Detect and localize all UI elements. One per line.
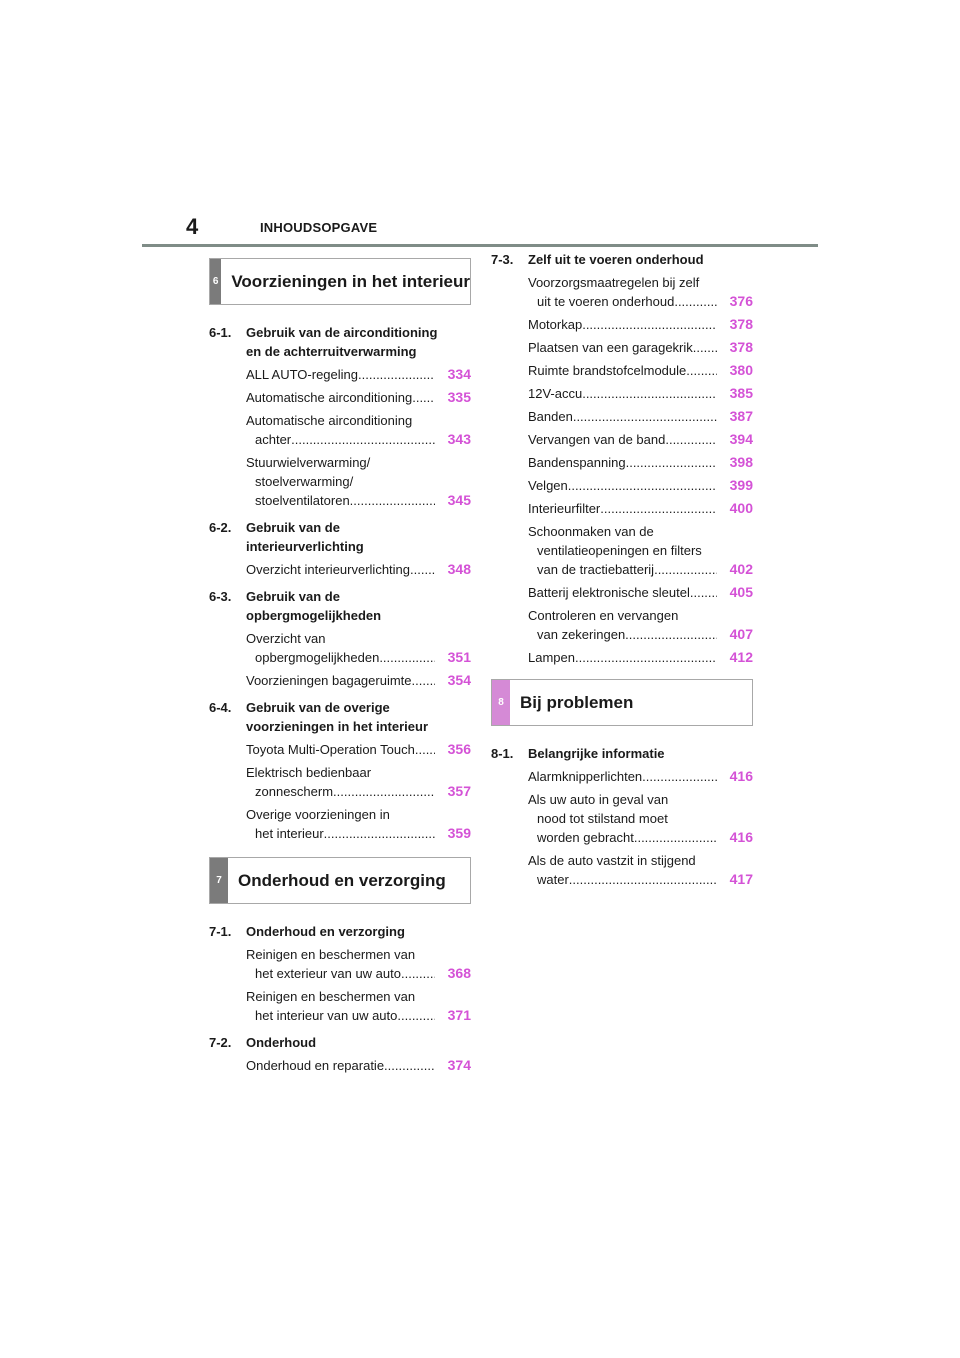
subsection-heading [209,518,471,556]
page-number-link[interactable]: 368 [447,965,471,981]
dot-leader [568,476,717,495]
dot-leader [686,361,717,380]
subsection-heading [209,698,471,736]
page-number-link[interactable]: 416 [729,768,753,784]
dot-leader [674,292,717,311]
entry-text-line: Automatische airconditioning [246,390,413,405]
subsection-number: 6-4. [209,700,232,715]
toc-entry[interactable] [246,671,471,690]
page-number-link[interactable]: 399 [729,477,753,493]
dot-leader [625,625,717,644]
entry-last-line [246,388,435,407]
subsection-title-line: Gebruik van de airconditioning [246,325,438,340]
entry-text-line: Reinigen en beschermen van [246,989,416,1004]
toc-entry[interactable] [528,407,753,426]
entry-text-line: ALL AUTO-regeling [246,367,359,382]
dot-leader [582,384,717,403]
toc-entry[interactable] [246,945,471,983]
page-header-title: INHOUDSOPGAVE [260,220,378,235]
entry-last-line [528,430,717,449]
entry-text-line: Motorkap [528,317,583,332]
section-header-s6 [209,258,471,305]
toc-column-left [209,258,471,1075]
dot-leader [573,407,717,426]
entry-text-line: uit te voeren onderhoud [537,294,675,309]
toc-entry[interactable] [528,583,753,602]
entry-text-line: zonnescherm [255,784,334,799]
subsection-number: 7-3. [491,252,514,267]
dot-leader [654,560,717,579]
toc-entry[interactable] [246,365,471,384]
entry-text-line: het interieur van uw auto [255,1008,398,1023]
page-number-link[interactable]: 371 [447,1007,471,1023]
entry-text-line: Schoonmaken van de [528,524,654,539]
subsection-heading [209,1033,471,1052]
entry-last-line [528,338,717,357]
subsection-number: 6-3. [209,589,232,604]
toc-entry[interactable] [528,361,753,380]
dot-leader [410,560,435,579]
page-number-link[interactable]: 378 [729,339,753,355]
page-number-link[interactable]: 398 [729,454,753,470]
header-rule [142,244,818,247]
entry-last-line [528,583,717,602]
dot-leader [350,491,435,510]
dot-leader [690,583,717,602]
entry-text-line: Voorzieningen bagageruimte [246,673,412,688]
subsection-title-line: Onderhoud en verzorging [246,924,405,939]
dot-leader [412,388,435,407]
entry-last-line [528,560,717,579]
entry-text-line: Automatische airconditioning [246,413,413,428]
page-number-link[interactable]: 385 [729,385,753,401]
dot-leader [665,430,717,449]
page-number-link[interactable]: 345 [447,492,471,508]
page-number-link[interactable]: 400 [729,500,753,516]
dot-leader [634,828,717,847]
entry-text-line: Alarmknipperlichten [528,769,643,784]
subsection-heading [209,587,471,625]
entry-text-line: Plaatsen van een garagekrik [528,340,693,355]
entry-text-line: Interieurfilter [528,501,601,516]
page-number-link[interactable]: 387 [729,408,753,424]
toc-entry[interactable] [528,790,753,847]
section-header-s7 [209,857,471,904]
entry-text-line: nood tot stilstand moet [537,811,668,826]
dot-leader [575,648,717,667]
subsection-title-line: voorzieningen in het interieur [246,719,429,734]
toc-entry[interactable] [246,987,471,1025]
entry-last-line [246,365,435,384]
toc-entry[interactable] [246,560,471,579]
subsection-title-line: en de achterruitverwarming [246,344,417,359]
subsection-number: 6-2. [209,520,232,535]
dot-leader [642,767,717,786]
entry-last-line [246,430,435,449]
entry-text-line: achter [255,432,292,447]
dot-leader [401,964,435,983]
entry-text-line: Stuurwielverwarming/ [246,455,371,470]
page-number-link[interactable]: 402 [729,561,753,577]
entry-text-line: Controleren en vervangen [528,608,679,623]
entry-text-line: Reinigen en beschermen van [246,947,416,962]
subsection-number: 6-1. [209,325,232,340]
entry-last-line [246,1006,435,1025]
toc-entry[interactable] [528,453,753,472]
toc-entry[interactable] [246,805,471,843]
entry-text-line: Lampen [528,650,575,665]
toc-entry[interactable] [246,1056,471,1075]
entry-text-line: van zekeringen [537,627,626,642]
page-number-link[interactable]: 348 [447,561,471,577]
dot-leader [291,430,435,449]
toc-entry[interactable] [528,767,753,786]
toc-entry[interactable] [528,338,753,357]
subsection-title [246,518,471,556]
entry-text-line: Overzicht interieurverlichting [246,562,411,577]
entry-text-line: 12V-accu [528,386,583,401]
entry-last-line [246,671,435,690]
subsection-title [246,323,471,361]
dot-leader [324,824,435,843]
entry-text-line: het exterieur van uw auto [255,966,401,981]
toc-entry[interactable] [528,430,753,449]
entry-text-line: stoelventilatoren [255,493,350,508]
entry-last-line [528,292,717,311]
toc-entry[interactable] [246,629,471,667]
entry-last-line [528,499,717,518]
entry-text-line: worden gebracht [537,830,634,845]
entry-text-line: Velgen [528,478,568,493]
entry-last-line [528,476,717,495]
dot-leader [415,740,435,759]
toc-entry[interactable] [528,851,753,889]
subsection-number: 7-1. [209,924,232,939]
toc-entry[interactable] [528,522,753,579]
entry-text-line: Banden [528,409,573,424]
entry-last-line [528,648,717,667]
entry-text-line: Bandenspanning [528,455,626,470]
section-header-s8 [491,679,753,726]
section-title: Bij problemen [520,692,634,712]
section-number-tab: 7 [210,858,228,903]
subsection-heading [209,922,471,941]
dot-leader [582,315,717,334]
dot-leader [379,648,435,667]
entry-last-line [246,560,435,579]
dot-leader [626,453,717,472]
section-title: Onderhoud en verzorging [238,870,446,890]
entry-last-line [246,824,435,843]
dot-leader [412,671,435,690]
entry-last-line [528,361,717,380]
subsection-heading [491,250,753,269]
entry-last-line [528,315,717,334]
page-number-link[interactable]: 405 [729,584,753,600]
entry-last-line [528,407,717,426]
subsection-title [528,744,753,763]
entry-last-line [528,767,717,786]
page-number-link[interactable]: 412 [729,649,753,665]
subsection-title [246,922,471,941]
page-number-link[interactable]: 359 [447,825,471,841]
page-number-link[interactable]: 376 [729,293,753,309]
subsection-heading [209,323,471,361]
page-number-link[interactable]: 417 [729,871,753,887]
page-number-link[interactable]: 334 [447,366,471,382]
toc-entry[interactable] [528,384,753,403]
subsection-title-line: Gebruik van de overige [246,700,390,715]
entry-last-line [528,625,717,644]
toc-entry[interactable] [528,499,753,518]
entry-last-line [246,648,435,667]
entry-last-line [528,384,717,403]
toc-entry[interactable] [246,388,471,407]
subsection-title-line: interieurverlichting [246,539,364,554]
entry-text-line: Overzicht van [246,631,326,646]
subsection-number: 8-1. [491,746,514,761]
toc-entry[interactable] [528,273,753,311]
subsection-title [528,250,753,269]
entry-last-line [246,740,435,759]
page-number-link[interactable]: 407 [729,626,753,642]
entry-last-line [246,964,435,983]
page-number-link[interactable]: 378 [729,316,753,332]
entry-last-line [246,782,435,801]
toc-entry[interactable] [528,606,753,644]
entry-text-line: ventilatieopeningen en filters [537,543,702,558]
dot-leader [397,1006,435,1025]
toc-entry[interactable] [246,763,471,801]
page-number-link[interactable]: 356 [447,741,471,757]
section-title: Voorzieningen in het interieur [231,271,470,291]
subsection-heading [491,744,753,763]
page-number-link[interactable]: 416 [729,829,753,845]
entry-text-line: water [537,872,569,887]
dot-leader [384,1056,435,1075]
dot-leader [358,365,435,384]
dot-leader [569,870,717,889]
page-number-link[interactable]: 343 [447,431,471,447]
subsection-title [246,587,471,625]
page-number: 4 [186,214,199,239]
entry-text-line: Onderhoud en reparatie [246,1058,385,1073]
entry-text-line: Batterij elektronische sleutel [528,585,690,600]
entry-text-line: van de tractiebatterij [537,562,655,577]
entry-last-line [246,491,435,510]
subsection-title-line: Belangrijke informatie [528,746,665,761]
entry-text-line: Als de auto vastzit in stijgend [528,853,696,868]
page-number-link[interactable]: 357 [447,783,471,799]
subsection-title-line: Onderhoud [246,1035,317,1050]
entry-text-line: stoelverwarming/ [255,474,354,489]
dot-leader [693,338,717,357]
subsection-title-line: Gebruik van de [246,589,340,604]
subsection-title-line: opbergmogelijkheden [246,608,382,623]
toc-entry[interactable] [246,411,471,449]
toc-entry[interactable] [528,476,753,495]
subsection-title-line: Gebruik van de [246,520,340,535]
page-number-link[interactable]: 374 [447,1057,471,1073]
entry-last-line [528,453,717,472]
entry-text-line: Toyota Multi-Operation Touch [246,742,415,757]
entry-text-line: opbergmogelijkheden [255,650,380,665]
page-number-link[interactable]: 335 [447,389,471,405]
entry-text-line: Elektrisch bedienbaar [246,765,372,780]
toc-column-right [491,250,753,889]
toc-entry[interactable] [528,315,753,334]
dot-leader [333,782,435,801]
entry-last-line [528,870,717,889]
subsection-title-line: Zelf uit te voeren onderhoud [528,252,704,267]
section-number-tab: 8 [492,680,510,725]
page-number-link[interactable]: 380 [729,362,753,378]
subsection-title [246,698,471,736]
entry-text-line: Ruimte brandstofcelmodule [528,363,687,378]
entry-text-line: Voorzorgsmaatregelen bij zelf [528,275,700,290]
entry-text-line: Als uw auto in geval van [528,792,669,807]
entry-text-line: Overige voorzieningen in [246,807,390,822]
page-number-link[interactable]: 354 [447,672,471,688]
page-number-link[interactable]: 394 [729,431,753,447]
entry-text-line: Vervangen van de band [528,432,666,447]
dot-leader [600,499,717,518]
toc-entry[interactable] [246,740,471,759]
entry-last-line [528,828,717,847]
page-number-link[interactable]: 351 [447,649,471,665]
entry-last-line [246,1056,435,1075]
toc-entry[interactable] [246,453,471,510]
subsection-number: 7-2. [209,1035,232,1050]
toc-entry[interactable] [528,648,753,667]
entry-text-line: het interieur [255,826,324,841]
subsection-title [246,1033,471,1052]
section-number-tab: 6 [210,259,221,304]
